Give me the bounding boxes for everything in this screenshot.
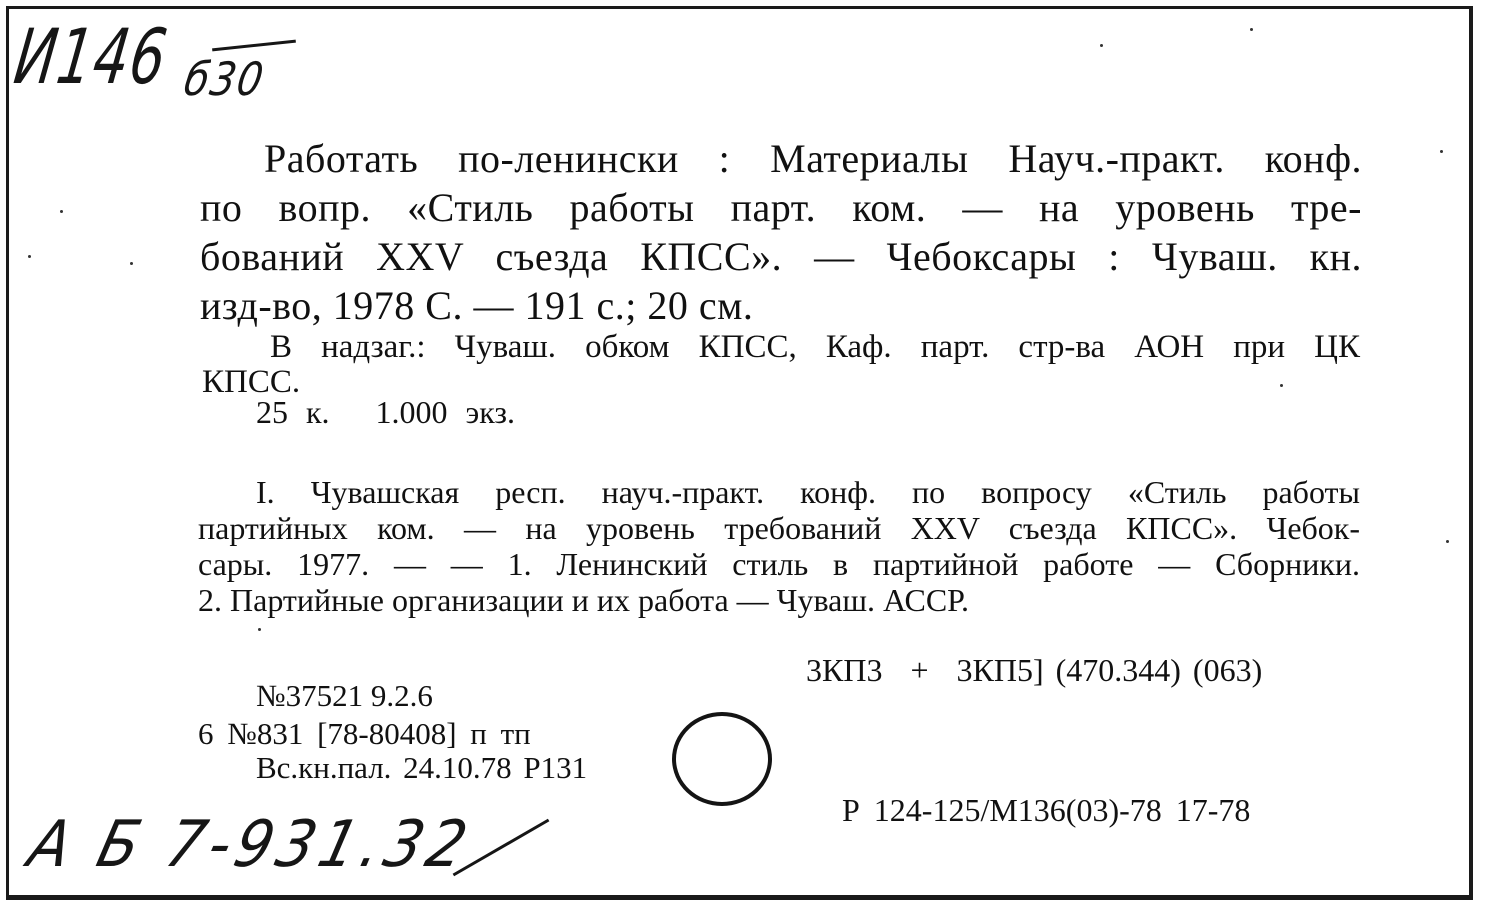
heading-note	[202, 330, 1360, 400]
classification-right: 3КП5] (470.344) (063)	[956, 652, 1263, 688]
handwritten-shelf-mark: И146	[9, 12, 174, 101]
heading-note-line: В надзаг.: Чуваш. обком КПСС, Каф. парт. стр-ва АОН при ЦК	[270, 329, 1360, 365]
book-chamber-line: Вс.кн.пал. 24.10.78 Р131	[256, 750, 588, 785]
r-code: Р 124-125/М136(03)-78 17-78	[842, 792, 1251, 828]
price-line	[256, 394, 515, 431]
subject-line: I. Чувашская респ. науч.-практ. конф. по вопросу «Стиль работы	[256, 474, 1360, 510]
heading-note-line: КПСС.	[202, 364, 301, 400]
bibliographic-title	[200, 134, 1362, 330]
title-line: бований XXV съезда КПСС». — Чебоксары : Чуваш. кн.	[200, 234, 1362, 279]
handwritten-shelf-mark-sub: б30	[180, 52, 269, 106]
paper-speck	[1280, 384, 1283, 387]
title-line: Работать по-ленински : Материалы Науч.-практ. конф.	[264, 136, 1362, 181]
classification-plus: +	[910, 652, 929, 688]
paper-speck	[60, 210, 63, 213]
order-line: 6 №831 [78-80408] п тп	[198, 716, 531, 751]
paper-speck	[28, 255, 31, 258]
classification-code	[806, 652, 1262, 689]
price: 25 к.	[256, 394, 330, 430]
paper-speck	[258, 628, 261, 631]
card-number: №37521 9.2.6	[256, 678, 433, 713]
classification-left: 3КП3	[806, 652, 883, 688]
print-run: 1.000 экз.	[375, 394, 516, 430]
paper-speck	[130, 262, 133, 265]
subject-headings	[198, 474, 1360, 618]
subject-line: 2. Партийные организации и их работа — Чуваш. АССР.	[198, 582, 969, 618]
paper-speck	[1100, 44, 1103, 47]
title-line: изд-во, 1978 С. — 191 с.; 20 см.	[200, 283, 754, 328]
subject-line: партийных ком. — на уровень требований XXV съезда КПСС». Чебок-	[198, 510, 1360, 546]
title-line: по вопр. «Стиль работы парт. ком. — на уровень тре-	[200, 185, 1362, 230]
subject-line: сары. 1977. — — 1. Ленинский стиль в партийной работе — Сборники.	[198, 546, 1360, 582]
paper-speck	[1440, 150, 1443, 153]
round-stamp	[672, 712, 772, 806]
paper-speck	[1446, 540, 1449, 543]
paper-speck	[1250, 28, 1253, 31]
handwritten-inventory-number: А Б 7-931.32	[21, 808, 480, 882]
